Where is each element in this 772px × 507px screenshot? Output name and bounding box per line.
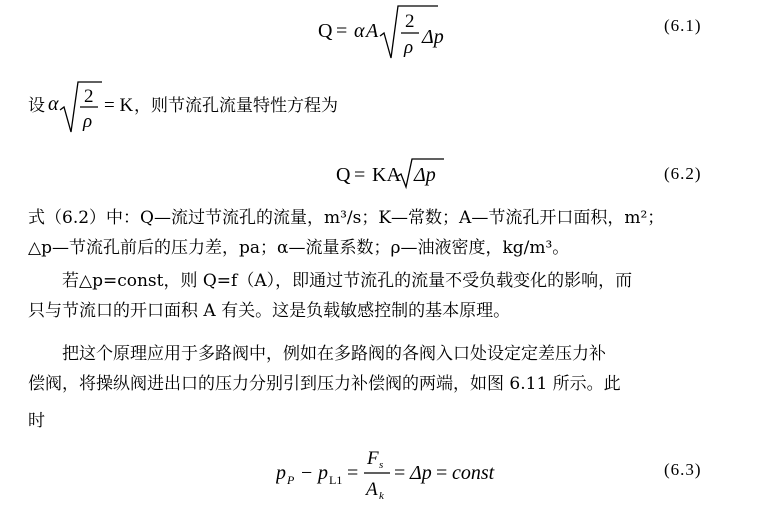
eq1-lhs: Q [318, 20, 333, 42]
eq3-pl: p [318, 462, 328, 484]
eq2-equals: = [354, 164, 366, 186]
eq3-equals-1: = [347, 462, 359, 484]
eq2-delta-p: Δp [414, 164, 436, 186]
setk-rest: ，则节流孔流量特性方程为 [134, 96, 338, 116]
eq2-number: (6.2) [664, 164, 702, 183]
eq1-equals: = [336, 20, 348, 42]
equation-6-1 [318, 2, 458, 64]
eq2-KA: KA [372, 164, 401, 186]
setk-prefix: 设 [28, 96, 45, 116]
setk-denominator: ρ [83, 111, 93, 132]
eq1-delta-p: Δp [422, 26, 444, 48]
eq1-denominator: ρ [404, 37, 414, 58]
eq3-equals-3: = [436, 462, 448, 484]
para3-line3: 时 [28, 411, 45, 431]
eq1-alpha: α [354, 20, 365, 42]
eq3-A: A [366, 479, 378, 500]
equation-6-2 [336, 156, 466, 192]
eq3-pl-subscript: L1 [329, 473, 343, 487]
eq3-F-subscript: s [379, 459, 384, 471]
para3-line2: 偿阀，将操纵阀进出口的压力分别引到压力补偿阀的两端，如图 6.11 所示。此 [28, 374, 621, 394]
eq3-equals-2: = [394, 462, 406, 484]
para2-line1: 若△p=const，则 Q=f（A），即通过节流孔的流量不受负载变化的影响，而 [62, 271, 633, 291]
eq3-F: F [367, 448, 379, 469]
eq3-minus: − [301, 462, 313, 484]
eq3-number: (6.3) [664, 460, 702, 479]
eq3-const: const [452, 462, 495, 484]
eq1-numerator: 2 [405, 11, 415, 32]
eq3-p: p [276, 462, 286, 484]
eq3-A-subscript: k [379, 490, 384, 502]
eq2-lhs: Q [336, 164, 351, 186]
para1-line1: 式（6.2）中：Q—流过节流孔的流量，m³/s；K—常数；A—节流孔开口面积，m²； [28, 208, 665, 228]
setk-numerator: 2 [84, 86, 94, 107]
para3-line1: 把这个原理应用于多路阀中，例如在多路阀的各阀入口处设定定差压力补 [62, 344, 606, 364]
eq1-A: A [366, 20, 379, 42]
eq3-p-subscript: P [287, 473, 295, 487]
para2-line2: 只与节流口的开口面积 A 有关。这是负载敏感控制的基本原理。 [28, 301, 511, 321]
equation-6-3 [276, 440, 516, 504]
eq1-number: (6.1) [664, 16, 702, 35]
setk-equals-K: = K [104, 95, 134, 116]
para1-line2: △p—节流孔前后的压力差，pa；α—流量系数；ρ—油液密度，kg/m³。 [28, 238, 570, 258]
setk-alpha: α [48, 93, 59, 115]
eq3-delta-p: Δp [410, 462, 432, 484]
